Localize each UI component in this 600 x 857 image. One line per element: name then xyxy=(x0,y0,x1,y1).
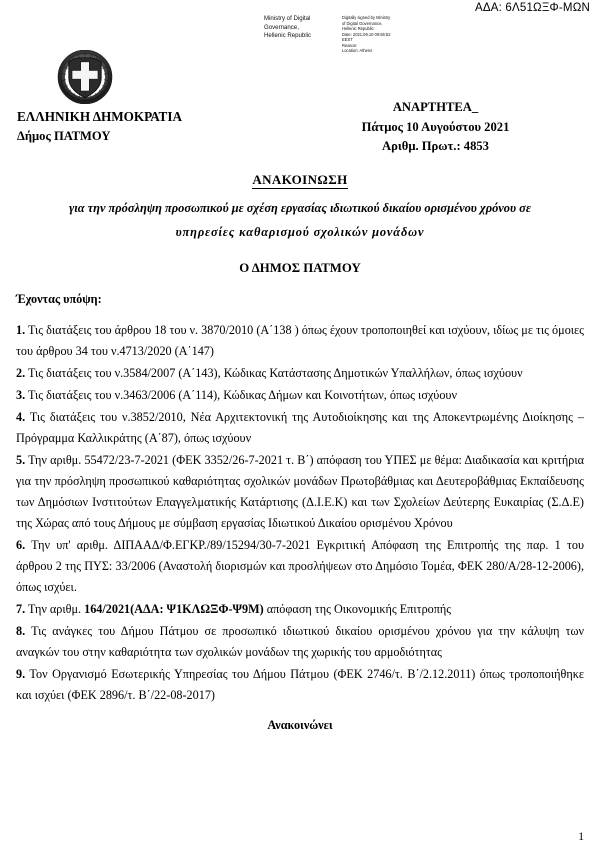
ada-code: ΑΔΑ: 6Λ51ΩΞΦ-ΜΩΝ xyxy=(474,2,590,14)
clause-number: 3. xyxy=(16,387,26,402)
clause-decision-reference: 164/2021(ΑΔΑ: Ψ1ΚΛΩΞΦ-Ψ9Μ) xyxy=(84,601,264,616)
clause-item xyxy=(16,664,584,706)
signature-detail-line5: EEST xyxy=(342,37,353,43)
signature-authority-line2: Governance, xyxy=(264,23,299,31)
document-title xyxy=(0,172,600,188)
document-meta-header xyxy=(288,98,583,157)
clause-number: 7. xyxy=(16,601,26,616)
clause-text: Την υπ' αριθμ. ΔΙΠΑΑΔ/Φ.ΕΓΚΡ./89/15294/30-7-2021 Εγκριτική Απόφαση της Επιτροπής της παρ. 1 του άρθρου 2 της ΠΥΣ: 33/2006 (Αναστολή διορισμών και προσλήψεων στο Δημόσιο Τομέα, ΦΕΚ 280/Α/28-12-2006), όπως ισχύει. xyxy=(16,537,584,594)
clause-text-before: Την αριθμ. xyxy=(27,601,85,616)
clause-text: Τις διατάξεις του ν.3463/2006 (Α΄114), Κώδικας Δήμων και Κοινοτήτων, όπως ισχύουν xyxy=(27,387,457,402)
clause-number: 4. xyxy=(16,409,26,424)
document-subtitle-line2: υπηρεσίες καθαρισμού σχολικών μονάδων xyxy=(175,225,425,240)
announcement-verb: Ανακοινώνει xyxy=(267,717,333,732)
body-lead-in: Έχοντας υπόψη: xyxy=(16,292,102,306)
clause-item xyxy=(16,599,584,620)
signature-detail-line1: Digitally signed by Ministry xyxy=(342,15,391,20)
coat-of-arms-icon xyxy=(57,50,113,104)
clause-item xyxy=(16,363,584,384)
greek-coat-of-arms-emblem xyxy=(57,50,113,104)
publication-status: ΑΝΑΡΤΗΤΕΑ_ xyxy=(392,100,479,114)
protocol-number: Αριθμ. Πρωτ.: 4853 xyxy=(382,139,489,154)
signature-detail-line2: of Digital Governance, xyxy=(342,20,383,26)
signature-authority xyxy=(264,15,336,41)
clause-item xyxy=(16,320,584,362)
signature-authority-line3: Hellenic Republic xyxy=(264,32,312,40)
document-subtitle-line1: για την πρόσληψη προσωπικού με σχέση εργασίας ιδιωτικού δικαίου ορισμένου χρόνου σε xyxy=(69,201,531,215)
clause-text: Την αριθμ. 55472/23-7-2021 (ΦΕΚ 3352/26-7-2021 τ. Β΄) απόφαση του ΥΠΕΣ με θέμα: Διαδικασία και κριτήρια για την πρόσληψη προσωπικού καθαριότητας σχολικών μονάδων Πρωτοβάθμιας και Δευτεροβάθμιας Εκπαίδευσης των Δημόσιων Ινστιτούτων Επαγγελματικής Κατάρτισης (Δ.Ι.Ε.Κ) και των Σχολείων Δεύτερης Ευκαιρίας (Σ.Δ.Ε) της Χώρας από τους Δήμους με σύμβαση εργασίας Ιδιωτικού Δικαίου ορισμένου Χρόνου xyxy=(16,452,584,530)
digital-signature-block xyxy=(264,15,438,54)
clause-text: Τις διατάξεις του άρθρου 18 του ν. 3870/2010 (Α΄138 ) όπως έχουν τροποποιηθεί και ισχύουν, ιδίως με τις όμοιες του άρθρου 34 του ν.4713/2020 (Α΄147) xyxy=(16,323,585,358)
republic-name: ΕΛΛΗΝΙΚΗ ΔΗΜΟΚΡΑΤΙΑ xyxy=(17,109,182,124)
signature-detail-line7: Location: Athens xyxy=(342,48,373,54)
clause-text: Τον Οργανισμό Εσωτερικής Υπηρεσίας του Δήμου Πάτμου (ΦΕΚ 2746/τ. Β΄/2.12.2011) όπως τροποποιήθηκε και ισχύει (ΦΕΚ 2896/τ. Β΄/22-08-2017) xyxy=(16,666,584,702)
clause-item xyxy=(16,407,584,449)
clause-item xyxy=(16,621,584,663)
clause-number: 5. xyxy=(16,452,26,467)
place-and-date: Πάτμος 10 Αυγούστου 2021 xyxy=(361,119,510,134)
page-number: 1 xyxy=(578,831,584,843)
document-title-text: ΑΝΑΚΟΙΝΩΣΗ xyxy=(252,172,348,187)
clause-text-after: απόφαση της Οικονομικής Επιτροπής xyxy=(263,601,452,616)
municipality-name: Δήμος ΠΑΤΜΟΥ xyxy=(17,128,111,143)
clause-number: 9. xyxy=(16,666,26,681)
clause-number: 2. xyxy=(16,365,26,380)
signature-authority-line1: Ministry of Digital xyxy=(264,15,311,22)
clause-text: Τις διατάξεις του ν.3852/2010, Νέα Αρχιτεκτονική της Αυτοδιοίκησης και της Αποκεντρωμένης Διοίκησης – Πρόγραμμα Καλλικράτης (Α΄87), όπως ισχύουν xyxy=(16,409,584,445)
clause-item xyxy=(16,450,584,534)
signature-detail-line4: Date: 2021.09.10 09:56:52 xyxy=(342,31,391,37)
signature-detail-line6: Reason: xyxy=(342,42,358,48)
document-subtitle xyxy=(28,196,572,244)
clause-text: Τις διατάξεις του ν.3584/2007 (Α΄143), Κώδικας Κατάστασης Δημοτικών Υπαλλήλων, όπως ισχύουν xyxy=(27,365,523,380)
document-body xyxy=(16,292,584,733)
clause-item xyxy=(16,535,584,598)
clause-number: 1. xyxy=(16,323,26,337)
clause-number: 6. xyxy=(16,537,26,552)
clause-item xyxy=(16,385,584,406)
clause-text: Τις ανάγκες του Δήμου Πάτμου σε προσωπικό ιδιωτικού δικαίου ορισμένου χρόνου για την κάλυψη των αναγκών του στην καθαριότητα των σχολικών μονάδων της χωρικής του αρμοδιότητας xyxy=(16,623,585,659)
signature-details xyxy=(342,15,438,54)
clause-number: 8. xyxy=(16,623,26,638)
issuing-organization: Ο ΔΗΜΟΣ ΠΑΤΜΟΥ xyxy=(239,261,361,275)
republic-header xyxy=(17,107,182,146)
signature-detail-line3: Hellenic Republic xyxy=(342,26,374,32)
